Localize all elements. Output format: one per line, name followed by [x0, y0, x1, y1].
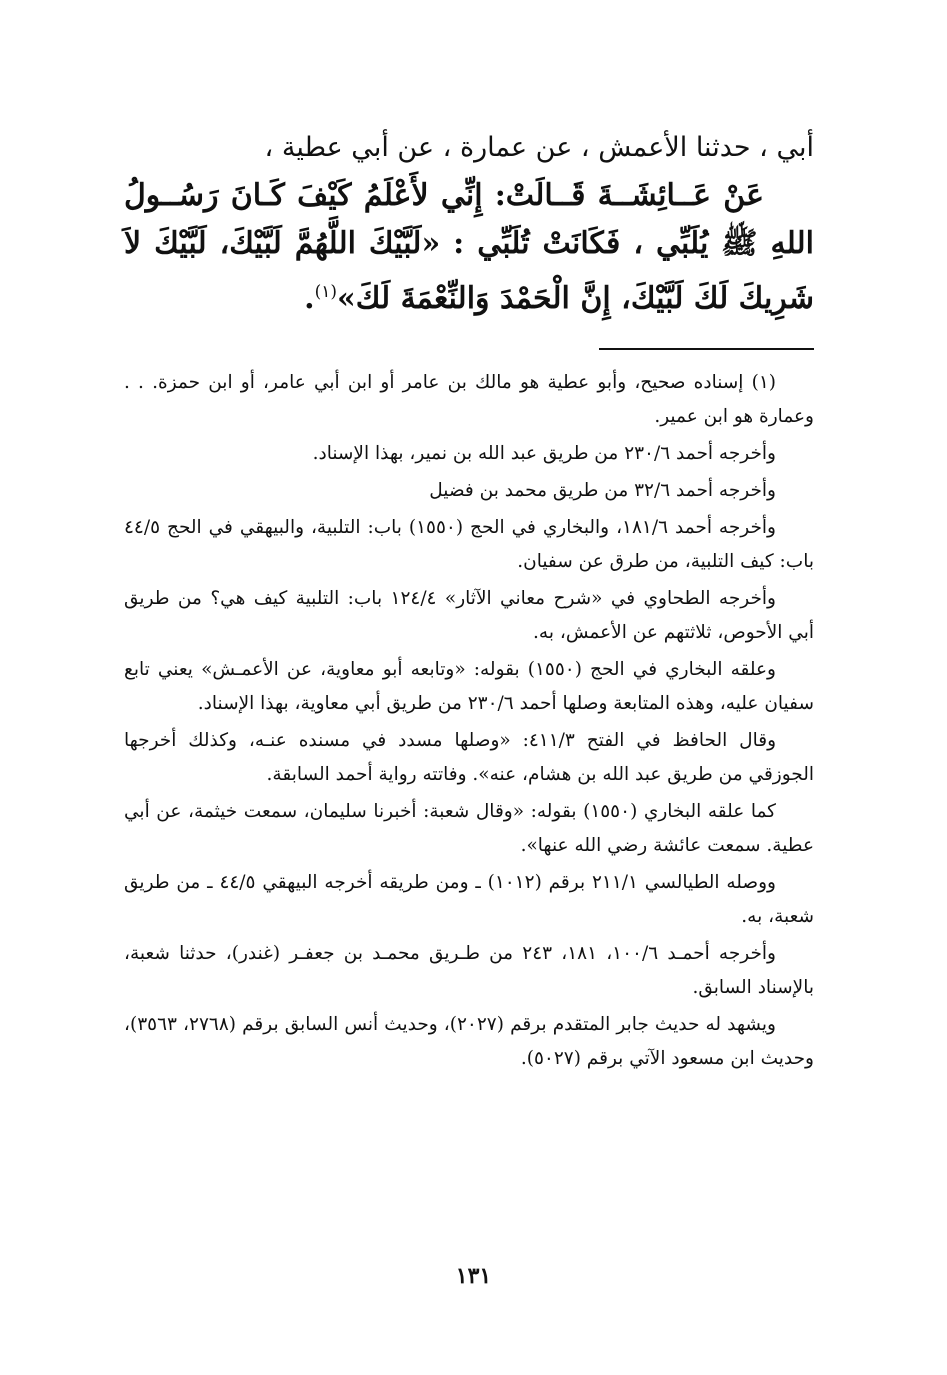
footnote-paragraph: وأخرجه أحمد ١٨١/٦، والبخاري في الحج (١٥٥٠) باب: التلبية، والبيهقي في الحج ٤٤/٥ باب: كيف التلبية، من طرق عن سفيان.	[124, 517, 814, 572]
footnote-paragraph: ووصله الطيالسي ٢١١/١ برقم (١٠١٢) ـ ومن طريقه أخرجه البيهقي ٤٤/٥ ـ من طريق شعبة، به.	[124, 872, 814, 927]
footnote-paragraph: وقال الحافظ في الفتح ٤١١/٣: «وصلها مسدد في مسنده عنـه، وكذلك أخرجها الجوزقي من طريق عبد الله بن هشام، عنه». وفاتته رواية أحمد السابقة.	[124, 730, 814, 785]
footnote-separator	[599, 348, 814, 350]
footnote-paragraph: وأخرجه الطحاوي في «شرح معاني الآثار» ١٢٤/٤ باب: التلبية كيف هي؟ من طريق أبي الأحوص، ثلاثتهم عن الأعمش، به.	[124, 588, 814, 643]
page-number: ١٣١	[455, 1263, 492, 1289]
footnote-paragraph: وأخرجه أحمد ٢٣٠/٦ من طريق عبد الله بن نمير، بهذا الإسناد.	[312, 443, 776, 464]
hadith-body: عَنْ عَــائِشَــةَ قَــالَتْ: إِنِّي لأَعْلَمُ كَيْفَ كَـانَ رَسُــولُ اللهِ ﷺ يُلَبِّي ، فَكَانَتْ تُلَبِّي : «لَبَّيْكَ اللَّهُمَّ لَبَّيْكَ، لَبَّيْكَ لاَ شَرِيكَ لَكَ لَبَّيْكَ، إِنَّ الْحَمْدَ وَالنِّعْمَةَ لَكَ»	[124, 178, 814, 316]
footnote-paragraph: كما علقه البخاري (١٥٥٠) بقوله: «وقال شعبة: أخبرنا سليمان، سمعت خيثمة، عن أبي عطية. سمعت عائشة رضي الله عنها».	[124, 801, 814, 856]
main-text	[124, 124, 814, 323]
footnote-paragraph: وأخرجه أحمد ٣٢/٦ من طريق محمد بن فضيل	[429, 480, 776, 501]
footnotes	[124, 366, 814, 1079]
main-text-line-1: أبي ، حدثنا الأعمش ، عن عمارة ، عن أبي عطية ،	[264, 132, 814, 163]
footnote-marker: (١)	[314, 282, 337, 302]
hadith-end-punctuation: .	[304, 281, 315, 316]
hadith-text	[124, 172, 814, 323]
footnote-paragraph: وأخرجه أحمـد ١٠٠/٦، ١٨١، ٢٤٣ من طـريق محمـد بن جعفـر (غندر)، حدثنا شعبة، بالإسناد السابق.	[124, 943, 814, 998]
footnote-paragraph: وعلقه البخاري في الحج (١٥٥٠) بقوله: «وتابعه أبو معاوية، عن الأعمـش» يعني تابع سفيان عليه، وهذه المتابعة وصلها أحمد ٢٣٠/٦ من طريق أبي معاوية، بهذا الإسناد.	[124, 659, 814, 714]
footnote-paragraph: ويشهد له حديث جابر المتقدم برقم (٢٠٢٧)، وحديث أنس السابق برقم (٢٧٦٨، ٣٥٦٣)، وحديث ابن مسعود الآتي برقم (٥٠٢٧).	[124, 1014, 814, 1069]
footnote-paragraph: (١) إسناده صحيح، وأبو عطية هو مالك بن عامر أو ابن أبي عامر، أو ابن حمزة. . . وعمارة هو ابن عمير.	[124, 372, 814, 427]
